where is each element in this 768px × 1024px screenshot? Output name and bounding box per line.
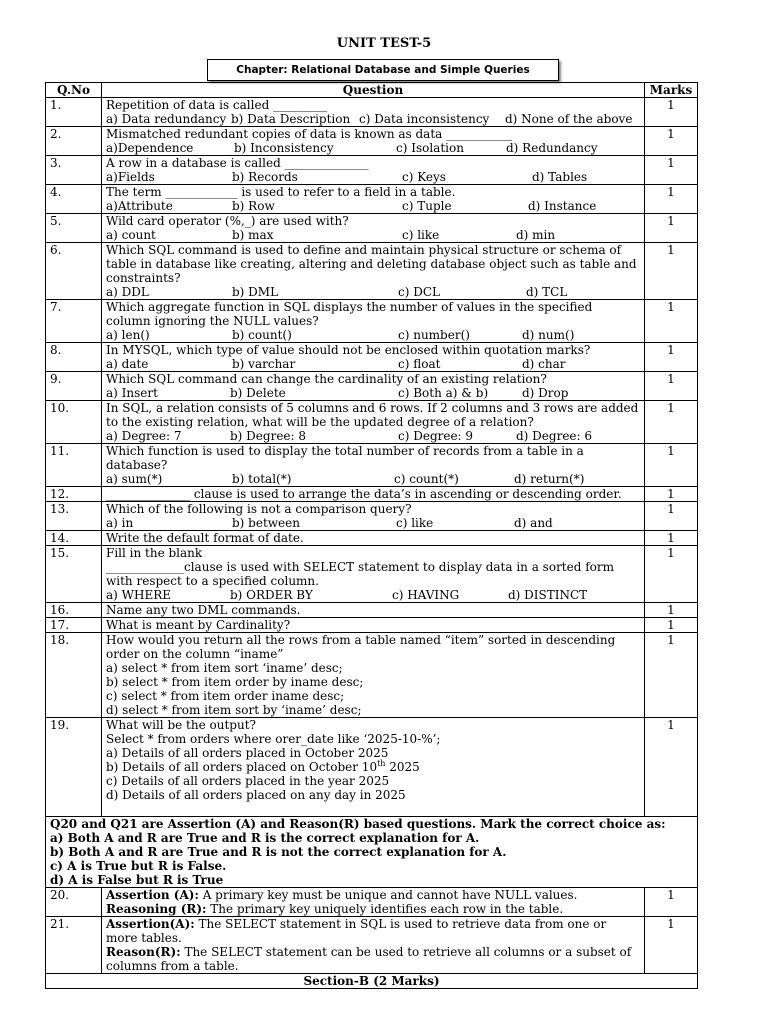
- option: c) number(): [398, 328, 470, 342]
- option-part: 2025: [385, 760, 420, 774]
- reason-text: The SELECT statement can be used to retrieve all columns or a subset of columns from a table.: [106, 945, 632, 973]
- option: b) Row: [232, 199, 275, 213]
- instruction-line: a) Both A and R are True and R is the correct explanation for A.: [50, 831, 480, 845]
- option: d) Redundancy: [506, 141, 598, 155]
- option: b) varchar: [232, 357, 296, 371]
- question-number: 9.: [46, 372, 102, 401]
- question-number: 14.: [46, 531, 102, 546]
- marks-cell: 1: [645, 546, 698, 603]
- option: d) char: [522, 357, 566, 371]
- instruction-line: c) A is True but R is False.: [50, 859, 227, 873]
- question-cell: [102, 185, 645, 214]
- question-row: [46, 917, 698, 974]
- question-row: [46, 444, 698, 487]
- question-cell: [102, 502, 645, 531]
- question-text: Which of the following is not a comparison query?: [106, 502, 412, 516]
- question-row: [46, 888, 698, 917]
- question-cell: [102, 401, 645, 444]
- header-marks: Marks: [645, 83, 698, 98]
- assertion-text: A primary key must be unique and cannot have NULL values.: [198, 888, 578, 902]
- question-number: 8.: [46, 343, 102, 372]
- question-number: 15.: [46, 546, 102, 603]
- option: a) date: [106, 357, 149, 371]
- option: c) Tuple: [402, 199, 452, 213]
- question-number: 21.: [46, 917, 102, 974]
- option: a) Degree: 7: [106, 429, 182, 443]
- marks-cell: 1: [645, 401, 698, 444]
- section-row: [46, 974, 698, 989]
- header-qno: Q.No: [46, 83, 102, 98]
- question-text: In MYSQL, which type of value should not be enclosed within quotation marks?: [106, 343, 591, 357]
- marks-cell: 1: [645, 531, 698, 546]
- marks-cell: 1: [645, 618, 698, 633]
- question-cell: [102, 546, 645, 603]
- reason-line: [106, 902, 640, 916]
- question-cell: [102, 127, 645, 156]
- question-cell: [102, 214, 645, 243]
- question-row: [46, 531, 698, 546]
- reason-text: The primary key uniquely identifies each row in the table.: [206, 902, 564, 916]
- question-row: [46, 127, 698, 156]
- option: b) Records: [232, 170, 298, 184]
- option: b) between: [232, 516, 300, 530]
- option: d) None of the above: [505, 112, 633, 126]
- question-number: 16.: [46, 603, 102, 618]
- question-text: Fill in the blank: [106, 546, 203, 560]
- option: c) like: [402, 228, 440, 242]
- marks-cell: 1: [645, 888, 698, 917]
- question-text: Write the default format of date.: [102, 531, 645, 546]
- option: a) in: [106, 516, 134, 530]
- option: b) Data Description: [231, 112, 351, 126]
- question-row: [46, 300, 698, 343]
- marks-cell: 1: [645, 444, 698, 487]
- option: c) Details of all orders placed in the year 2025: [106, 774, 390, 788]
- question-text: What is meant by Cardinality?: [102, 618, 645, 633]
- question-number: 17.: [46, 618, 102, 633]
- options: [106, 170, 640, 184]
- question-text: ______________ clause is used to arrange the data’s in ascending or descending order.: [102, 487, 645, 502]
- page-title: UNIT TEST-5: [336, 36, 432, 51]
- option: a) count: [106, 228, 156, 242]
- question-number: 5.: [46, 214, 102, 243]
- table-header-row: [46, 83, 698, 98]
- question-number: 10.: [46, 401, 102, 444]
- question-row: [46, 185, 698, 214]
- option: d) Drop: [522, 386, 569, 400]
- instruction-line: Q20 and Q21 are Assertion (A) and Reason(R) based questions. Mark the correct choice as:: [50, 817, 666, 831]
- question-cell: [102, 718, 645, 817]
- option: d) DISTINCT: [508, 588, 588, 602]
- question-row: [46, 343, 698, 372]
- option: a) select * from item sort ‘iname’ desc;: [106, 661, 343, 675]
- question-text: _____________clause is used with SELECT statement to display data in a sorted form with respect to a specified column.: [106, 560, 615, 588]
- option: a)Fields: [106, 170, 155, 184]
- option: c) float: [398, 357, 441, 371]
- option: d) Degree: 6: [516, 429, 593, 443]
- question-row: [46, 156, 698, 185]
- section-b-heading: Section-B (2 Marks): [46, 974, 698, 989]
- question-text: Wild card operator (%,_) are used with?: [106, 214, 349, 228]
- question-cell: [102, 888, 645, 917]
- option: b) Inconsistency: [234, 141, 334, 155]
- question-text: Repetition of data is called _________: [106, 98, 328, 112]
- option: c) Data inconsistency: [359, 112, 490, 126]
- question-text: A row in a database is called ______________: [106, 156, 369, 170]
- question-row: [46, 546, 698, 603]
- question-number: 13.: [46, 502, 102, 531]
- question-row: [46, 401, 698, 444]
- question-row: [46, 502, 698, 531]
- marks-cell: 1: [645, 718, 698, 817]
- instructions-cell: [46, 817, 698, 888]
- option: d) Instance: [528, 199, 597, 213]
- option: b) Delete: [230, 386, 286, 400]
- reason-label: Reasoning (R):: [106, 902, 207, 916]
- option: a)Dependence: [106, 141, 194, 155]
- question-cell: [102, 98, 645, 127]
- option: a) WHERE: [106, 588, 172, 602]
- assertion-label: Assertion (A):: [106, 888, 199, 902]
- question-number: 11.: [46, 444, 102, 487]
- option: b) count(): [232, 328, 292, 342]
- question-row: [46, 243, 698, 300]
- question-number: 6.: [46, 243, 102, 300]
- option: b) total(*): [232, 472, 292, 486]
- options: [106, 141, 640, 155]
- question-cell: [102, 343, 645, 372]
- question-row: [46, 603, 698, 618]
- assertion-line: [106, 917, 640, 945]
- marks-cell: 1: [645, 214, 698, 243]
- question-text: How would you return all the rows from a table named “item” sorted in descending order on the column “iname”: [106, 633, 616, 661]
- option: b) max: [232, 228, 274, 242]
- question-number: 18.: [46, 633, 102, 718]
- question-number: 7.: [46, 300, 102, 343]
- option: c) Isolation: [396, 141, 464, 155]
- options: [106, 429, 640, 443]
- question-number: 4.: [46, 185, 102, 214]
- options: [106, 228, 640, 242]
- marks-cell: 1: [645, 300, 698, 343]
- assertion-label: Assertion(A):: [106, 917, 195, 931]
- marks-cell: 1: [645, 917, 698, 974]
- question-cell: [102, 633, 645, 718]
- question-text: What will be the output?: [106, 718, 256, 732]
- question-number: 3.: [46, 156, 102, 185]
- question-row: [46, 98, 698, 127]
- option: d) min: [516, 228, 556, 242]
- option: c) like: [396, 516, 434, 530]
- marks-cell: 1: [645, 98, 698, 127]
- option: a) Insert: [106, 386, 158, 400]
- question-row: [46, 618, 698, 633]
- option: c) Both a) & b): [398, 386, 489, 400]
- question-text: Which SQL command can change the cardinality of an existing relation?: [106, 372, 547, 386]
- option: d) TCL: [526, 285, 568, 299]
- option: c) DCL: [398, 285, 440, 299]
- assertion-line: [106, 888, 640, 902]
- question-row: [46, 718, 698, 817]
- marks-cell: 1: [645, 343, 698, 372]
- options: [106, 199, 640, 213]
- marks-cell: 1: [645, 487, 698, 502]
- option: d) return(*): [514, 472, 585, 486]
- option: c) count(*): [394, 472, 459, 486]
- option: c) Keys: [402, 170, 446, 184]
- question-row: [46, 372, 698, 401]
- question-text: Which aggregate function in SQL displays the number of values in the specified column ignoring the NULL values?: [106, 300, 593, 328]
- marks-cell: 1: [645, 185, 698, 214]
- question-text: Name any two DML commands.: [102, 603, 645, 618]
- instruction-line: b) Both A and R are True and R is not the correct explanation for A.: [50, 845, 507, 859]
- option: d) and: [514, 516, 553, 530]
- options: [106, 328, 640, 342]
- option: b) DML: [232, 285, 279, 299]
- question-cell: [102, 243, 645, 300]
- question-row: [46, 214, 698, 243]
- assertion-reason-instructions: [46, 817, 698, 888]
- question-number: 19.: [46, 718, 102, 817]
- question-text: Which function is used to display the total number of records from a table in a database?: [106, 444, 584, 472]
- marks-cell: 1: [645, 603, 698, 618]
- chapter-heading: Chapter: Relational Database and Simple Queries: [207, 59, 559, 81]
- options: [106, 357, 640, 371]
- options: [106, 112, 640, 126]
- assertion-text: The SELECT statement in SQL is used to retrieve data from one or more tables.: [106, 917, 607, 945]
- question-text: Select * from orders where orer_date like ‘2025-10-%’;: [106, 732, 441, 746]
- option: a) len(): [106, 328, 150, 342]
- options: [106, 472, 640, 486]
- question-text: In SQL, a relation consists of 5 columns and 6 rows. If 2 columns and 3 rows are added to the existing relation, what will be the updated degree of a relation?: [106, 401, 639, 429]
- option: c) select * from item order iname desc;: [106, 689, 345, 703]
- options: [106, 516, 640, 530]
- options: [106, 285, 640, 299]
- marks-cell: 1: [645, 243, 698, 300]
- reason-label: Reason(R):: [106, 945, 181, 959]
- question-number: 2.: [46, 127, 102, 156]
- marks-cell: 1: [645, 633, 698, 718]
- option: [106, 760, 640, 774]
- question-row: [46, 487, 698, 502]
- question-number: 20.: [46, 888, 102, 917]
- option: b) Degree: 8: [230, 429, 307, 443]
- question-cell: [102, 444, 645, 487]
- option: c) Degree: 9: [398, 429, 474, 443]
- option: c) HAVING: [392, 588, 460, 602]
- question-cell: [102, 917, 645, 974]
- marks-cell: 1: [645, 372, 698, 401]
- options: [106, 386, 640, 400]
- question-text: Which SQL command is used to define and maintain physical structure or schema of table in database like creating, altering and deleting database object such as table and constraints?: [106, 243, 637, 285]
- option: d) select * from item sort by ‘iname’ desc;: [106, 703, 362, 717]
- question-row: [46, 633, 698, 718]
- header-question: Question: [102, 83, 645, 98]
- option: a) DDL: [106, 285, 149, 299]
- question-cell: [102, 372, 645, 401]
- option: a) Data redundancy: [106, 112, 227, 126]
- option: d) num(): [522, 328, 575, 342]
- question-number: 1.: [46, 98, 102, 127]
- question-text: Mismatched redundant copies of data is known as data ___________: [106, 127, 513, 141]
- ordinal-suffix: th: [377, 759, 386, 768]
- option: b) select * from item order by iname desc;: [106, 675, 364, 689]
- marks-cell: 1: [645, 502, 698, 531]
- question-table: [45, 82, 698, 989]
- option-part: b) Details of all orders placed on October 10: [106, 760, 378, 774]
- option: a) sum(*): [106, 472, 163, 486]
- question-cell: [102, 300, 645, 343]
- option: d) Details of all orders placed on any day in 2025: [106, 788, 406, 802]
- option: a)Attribute: [106, 199, 173, 213]
- question-text: The term ____________ is used to refer to a field in a table.: [106, 185, 456, 199]
- options: [106, 588, 640, 602]
- marks-cell: 1: [645, 127, 698, 156]
- question-cell: [102, 156, 645, 185]
- question-number: 12.: [46, 487, 102, 502]
- marks-cell: 1: [645, 156, 698, 185]
- option: b) ORDER BY: [230, 588, 313, 602]
- instruction-line: d) A is False but R is True: [50, 873, 224, 887]
- reason-line: [106, 945, 640, 973]
- option: a) Details of all orders placed in October 2025: [106, 746, 389, 760]
- option: d) Tables: [532, 170, 588, 184]
